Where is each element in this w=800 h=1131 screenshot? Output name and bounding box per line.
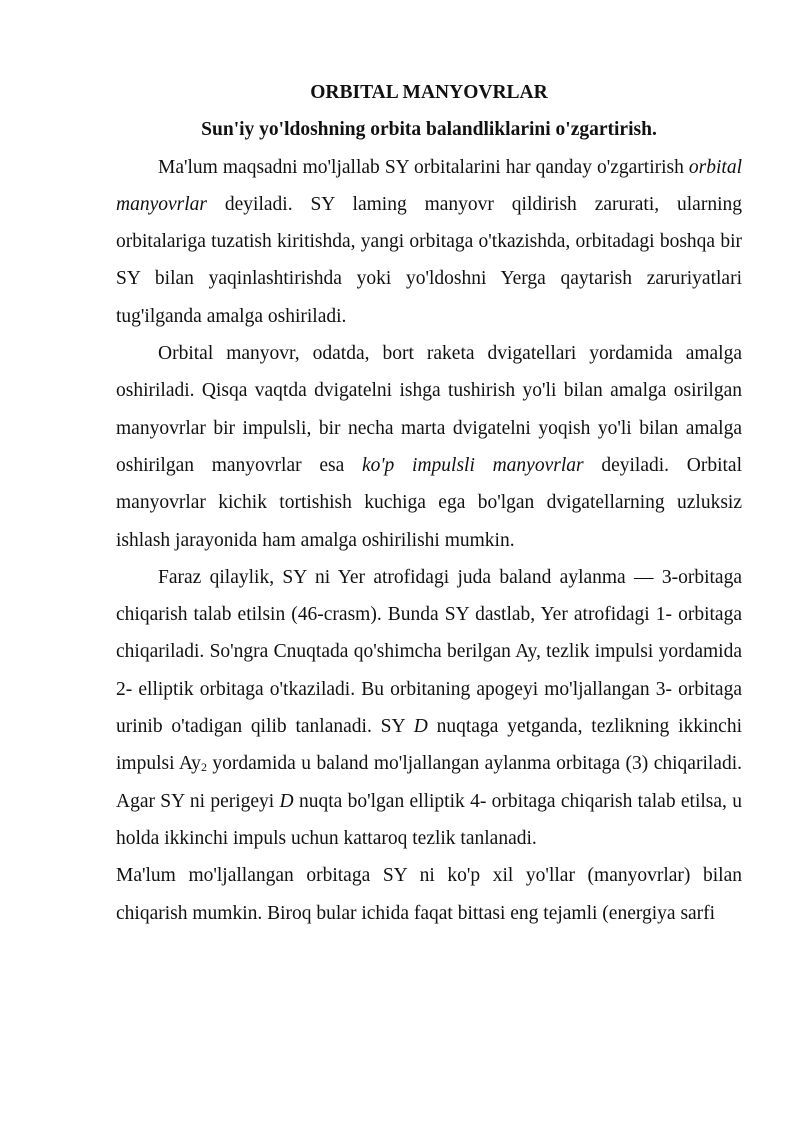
paragraph-2-text-a: Orbital manyovr, odatda, bort raketa dvigatellari yordamida amalga oshiriladi. Qisqa vaqtda dvigatelni ishga tushirish yo'li bilan amalga osirilgan manyovrlar bir impulsli, bir necha marta dvigatelni yoqish yo'li bilan amalga oshirilgan manyovrlar esa bbox=[116, 343, 742, 476]
paragraph-3-text-a: Faraz qilaylik, SY ni Yer atrofidagi juda baland aylanma — 3-orbitaga chiqarish talab etilsin (46-crasm). Bunda SY dastlab, Yer atrofidagi 1- orbitaga chiqariladi. So'ngra Cnuqtada qo'shimcha berilgan Ay, tezlik impulsi yordamida 2- elliptik orbitaga o'tkaziladi. Bu orbitaning apogeyi mo'ljallangan 3- orbitaga urinib o'tadigan qilib tanlanadi. SY bbox=[116, 566, 742, 738]
paragraph-2 bbox=[116, 335, 742, 559]
document-page bbox=[116, 74, 742, 932]
page-title: ORBITAL MANYOVRLAR bbox=[310, 82, 548, 103]
paragraph-1-text-a: Ma'lum maqsadni mo'ljallab SY orbitalarini har qanday o'zgartirish bbox=[158, 156, 689, 178]
paragraph-3-text-c: nuqtaga yetganda, tezlikning ikkinchi impulsi Ay bbox=[116, 716, 742, 775]
paragraph-2-text-c: deyiladi. Orbital manyovrlar kichik tortishish kuchiga ega bo'lgan dvigatellarning uzluksiz ishlash jarayonida ham amalga oshirilishi mumkin. bbox=[116, 454, 742, 551]
paragraph-3-text-d: yordamida u baland mo'ljallangan aylanma orbitaga (3) chiqariladi. Agar SY ni perigeyi bbox=[116, 753, 742, 812]
paragraph-3-text-f: nuqta bo'lgan elliptik 4- orbitaga chiqarish talab etilsa, u holda ikkinchi impuls uchun kattaroq tezlik tanlanadi. bbox=[116, 790, 742, 849]
point-d-label: D bbox=[413, 716, 428, 738]
section-subtitle: Sun'iy yo'ldoshning orbita balandliklarini o'zgartirish. bbox=[201, 119, 657, 141]
paragraph-1-text-c: deyiladi. SY laming manyovr qildirish zarurati, ularning orbitalariga tuzatish kiritishda, yangi orbitaga o'tkazishda, orbitadagi boshqa bir SY bilan yaqinlashtirishda yoki yo'ldoshni Yerga qaytarish zaruriyatlari tug'ilganda amalga oshiriladi. bbox=[116, 193, 742, 327]
term-orbital-manyovrlar: orbital manyovrlar bbox=[116, 156, 742, 215]
point-d-label-2: D bbox=[279, 790, 294, 812]
term-kop-impulsli-manyovrlar: ko'p impulsli manyovrlar bbox=[361, 454, 584, 476]
paragraph-1 bbox=[116, 149, 742, 335]
paragraph-4: Ma'lum mo'ljallangan orbitaga SY ni ko'p xil yo'llar (manyovrlar) bilan chiqarish mumkin. Biroq bular ichida faqat bittasi eng tejamli (energiya sarfi bbox=[116, 865, 742, 924]
impulse-subscript: 2 bbox=[200, 760, 207, 775]
paragraph-3 bbox=[116, 559, 742, 857]
